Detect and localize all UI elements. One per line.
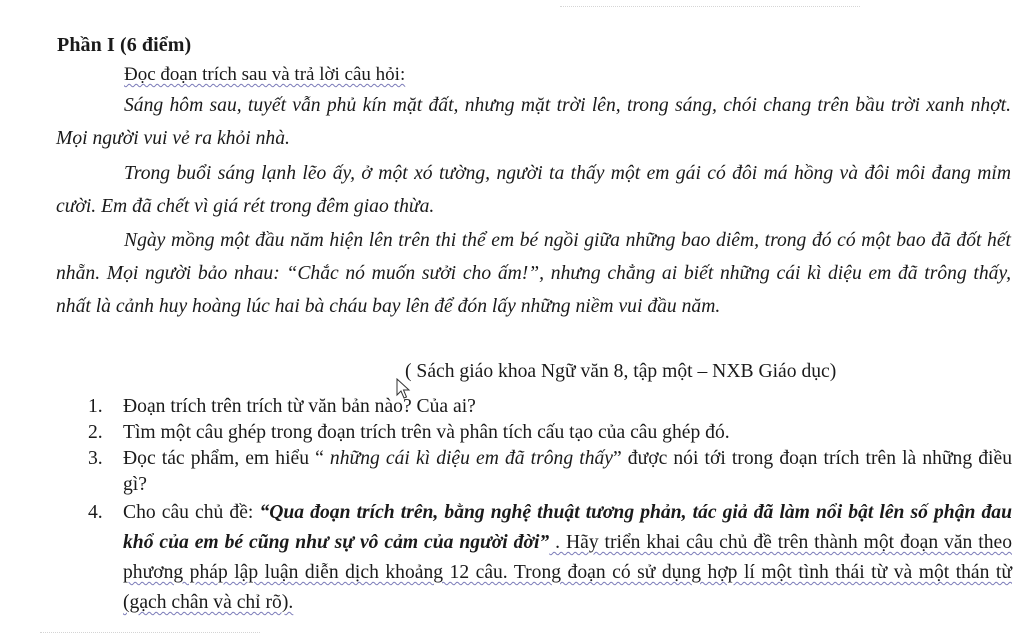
topic-sentence: “Qua đoạn trích trên, bằng nghệ thuật tương phản, tác giả đã làm nổi bật lên số phận đau khổ của em bé cũng như sự vô cảm của người đời” — [123, 502, 1012, 553]
passage-paragraph-3: Ngày mồng một đầu năm hiện lên trên thi thể em bé ngồi giữa những bao diêm, trong đó có một bao đã đốt hết nhẵn. Mọi người bảo nhau: “Chắc nó muốn sưởi cho ấm!”, nhưng chẳng ai biết những cái kì diệu em đã trông thấy, nhất là cảnh huy hoàng lúc hai bà cháu bay lên để đón lấy những niềm vui đầu năm. — [56, 230, 1011, 317]
question-number: 2. — [88, 422, 103, 443]
question-1 — [88, 394, 1012, 420]
question-number: 3. — [88, 448, 103, 469]
question-text: Đoạn trích trên trích từ văn bản nào? Của ai? — [123, 396, 476, 417]
question-lead: Cho câu chủ đề: — [123, 502, 260, 523]
passage-paragraph-1: Sáng hôm sau, tuyết vẫn phủ kín mặt đất, nhưng mặt trời lên, trong sáng, chói chang trên bầu trời xanh nhợt. Mọi người vui vẻ ra khỏi nhà. — [56, 95, 1011, 149]
scan-edge-artifact — [560, 0, 860, 7]
question-2 — [88, 420, 1012, 446]
passage-paragraph-2: Trong buổi sáng lạnh lẽo ấy, ở một xó tường, người ta thấy một em gái có đôi má hồng và đôi môi đang mỉm cười. Em đã chết vì giá rét trong đêm giao thừa. — [56, 163, 1011, 217]
question-text: Tìm một câu ghép trong đoạn trích trên và phân tích cấu tạo của câu ghép đó. — [123, 422, 730, 443]
question-task: . Hãy triển khai câu chủ đề trên thành một đoạn văn theo phương pháp lập luận diễn dịch khoảng 12 câu. Trong đoạn có sử dụng hợp lí một tình thái từ và một thán từ (gạch chân và chỉ rõ). — [123, 532, 1012, 613]
section-heading: Phần I (6 điểm) — [57, 34, 192, 56]
question-quote: những cái kì diệu em đã trông thấy — [329, 448, 613, 469]
question-3 — [88, 446, 1012, 498]
question-text-before: Đọc tác phẩm, em hiểu “ — [123, 448, 330, 469]
question-number: 4. — [88, 502, 103, 523]
question-number: 1. — [88, 396, 103, 417]
reading-instruction: Đọc đoạn trích sau và trả lời câu hỏi: — [124, 64, 406, 85]
question-4 — [88, 498, 1012, 618]
source-citation: ( Sách giáo khoa Ngữ văn 8, tập một – NXB Giáo dục) — [405, 361, 837, 382]
question-text-after: ” được nói tới trong đoạn trích trên là những điều gì? — [123, 448, 1012, 495]
question-list — [88, 394, 1012, 618]
